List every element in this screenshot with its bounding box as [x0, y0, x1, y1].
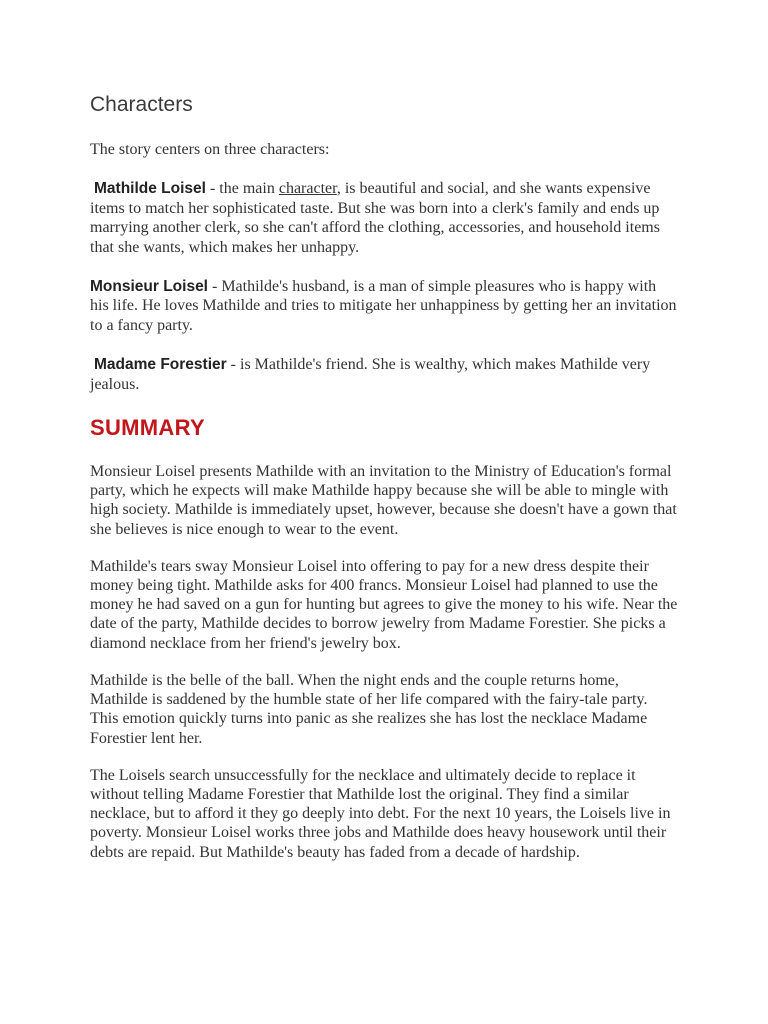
character-name: Monsieur Loisel [90, 278, 208, 296]
character-text: , is beautiful and social, and she wants expensive items to match her sophisticated taste. But she was born into a clerk's family and ends up marrying another clerk, so she can't afford the clothing, accessories, and household items that she wants, which makes her unhappy. [90, 180, 660, 256]
characters-heading: Characters [90, 93, 193, 116]
character-madame-forestier [90, 355, 678, 394]
character-text: - is Mathilde's friend. She is wealthy, which makes Mathilde very jealous. [90, 356, 651, 393]
summary-paragraph: Monsieur Loisel presents Mathilde with an invitation to the Ministry of Education's formal party, which he expects will make Mathilde happy because she will be able to mingle with high society. Mathilde is immediately upset, however, because she doesn't have a gown that she believes is nice enough to wear to the event. [90, 463, 677, 538]
character-name: Madame Forestier [94, 356, 227, 374]
summary-paragraph: Mathilde is the belle of the ball. When the night ends and the couple returns home, Mathilde is saddened by the humble state of her life compared with the fairy-tale party. This emotion quickly turns into panic as she realizes she has lost the necklace Madame Forestier lent her. [90, 671, 648, 747]
character-name: Mathilde Loisel [94, 180, 206, 198]
character-text: - the main [205, 180, 279, 198]
summary-paragraph: The Loisels search unsuccessfully for the necklace and ultimately decide to replace it without telling Madame Forestier that Mathilde lost the original. They find a similar necklace, but to afford it they go deeply into debt. For the next 10 years, the Loisels live in poverty. Monsieur Loisel works three jobs and Mathilde does heavy housework until their debts are repaid. But Mathilde's beauty has faded from a decade of hardship. [90, 766, 671, 861]
character-monsieur-loisel [90, 277, 678, 335]
character-mathilde [90, 179, 678, 257]
summary-paragraph: Mathilde's tears sway Monsieur Loisel into offering to pay for a new dress despite their money being tight. Mathilde asks for 400 francs. Monsieur Loisel had planned to use the money he had saved on a gun for hunting but agrees to give the money to his wife. Near the date of the party, Mathilde decides to borrow jewelry from Madame Forestier. She picks a diamond necklace from her friend's jewelry box. [90, 557, 678, 652]
document-page [90, 92, 678, 880]
summary-section [90, 462, 678, 862]
intro-text: The story centers on three characters: [90, 141, 330, 158]
character-text: - Mathilde's husband, is a man of simple pleasures who is happy with his life. He loves Mathilde and tries to mitigate her unhappiness by getting her an invitation to a fancy party. [90, 278, 677, 334]
summary-heading: SUMMARY [90, 415, 205, 441]
character-link[interactable]: character [278, 180, 337, 198]
